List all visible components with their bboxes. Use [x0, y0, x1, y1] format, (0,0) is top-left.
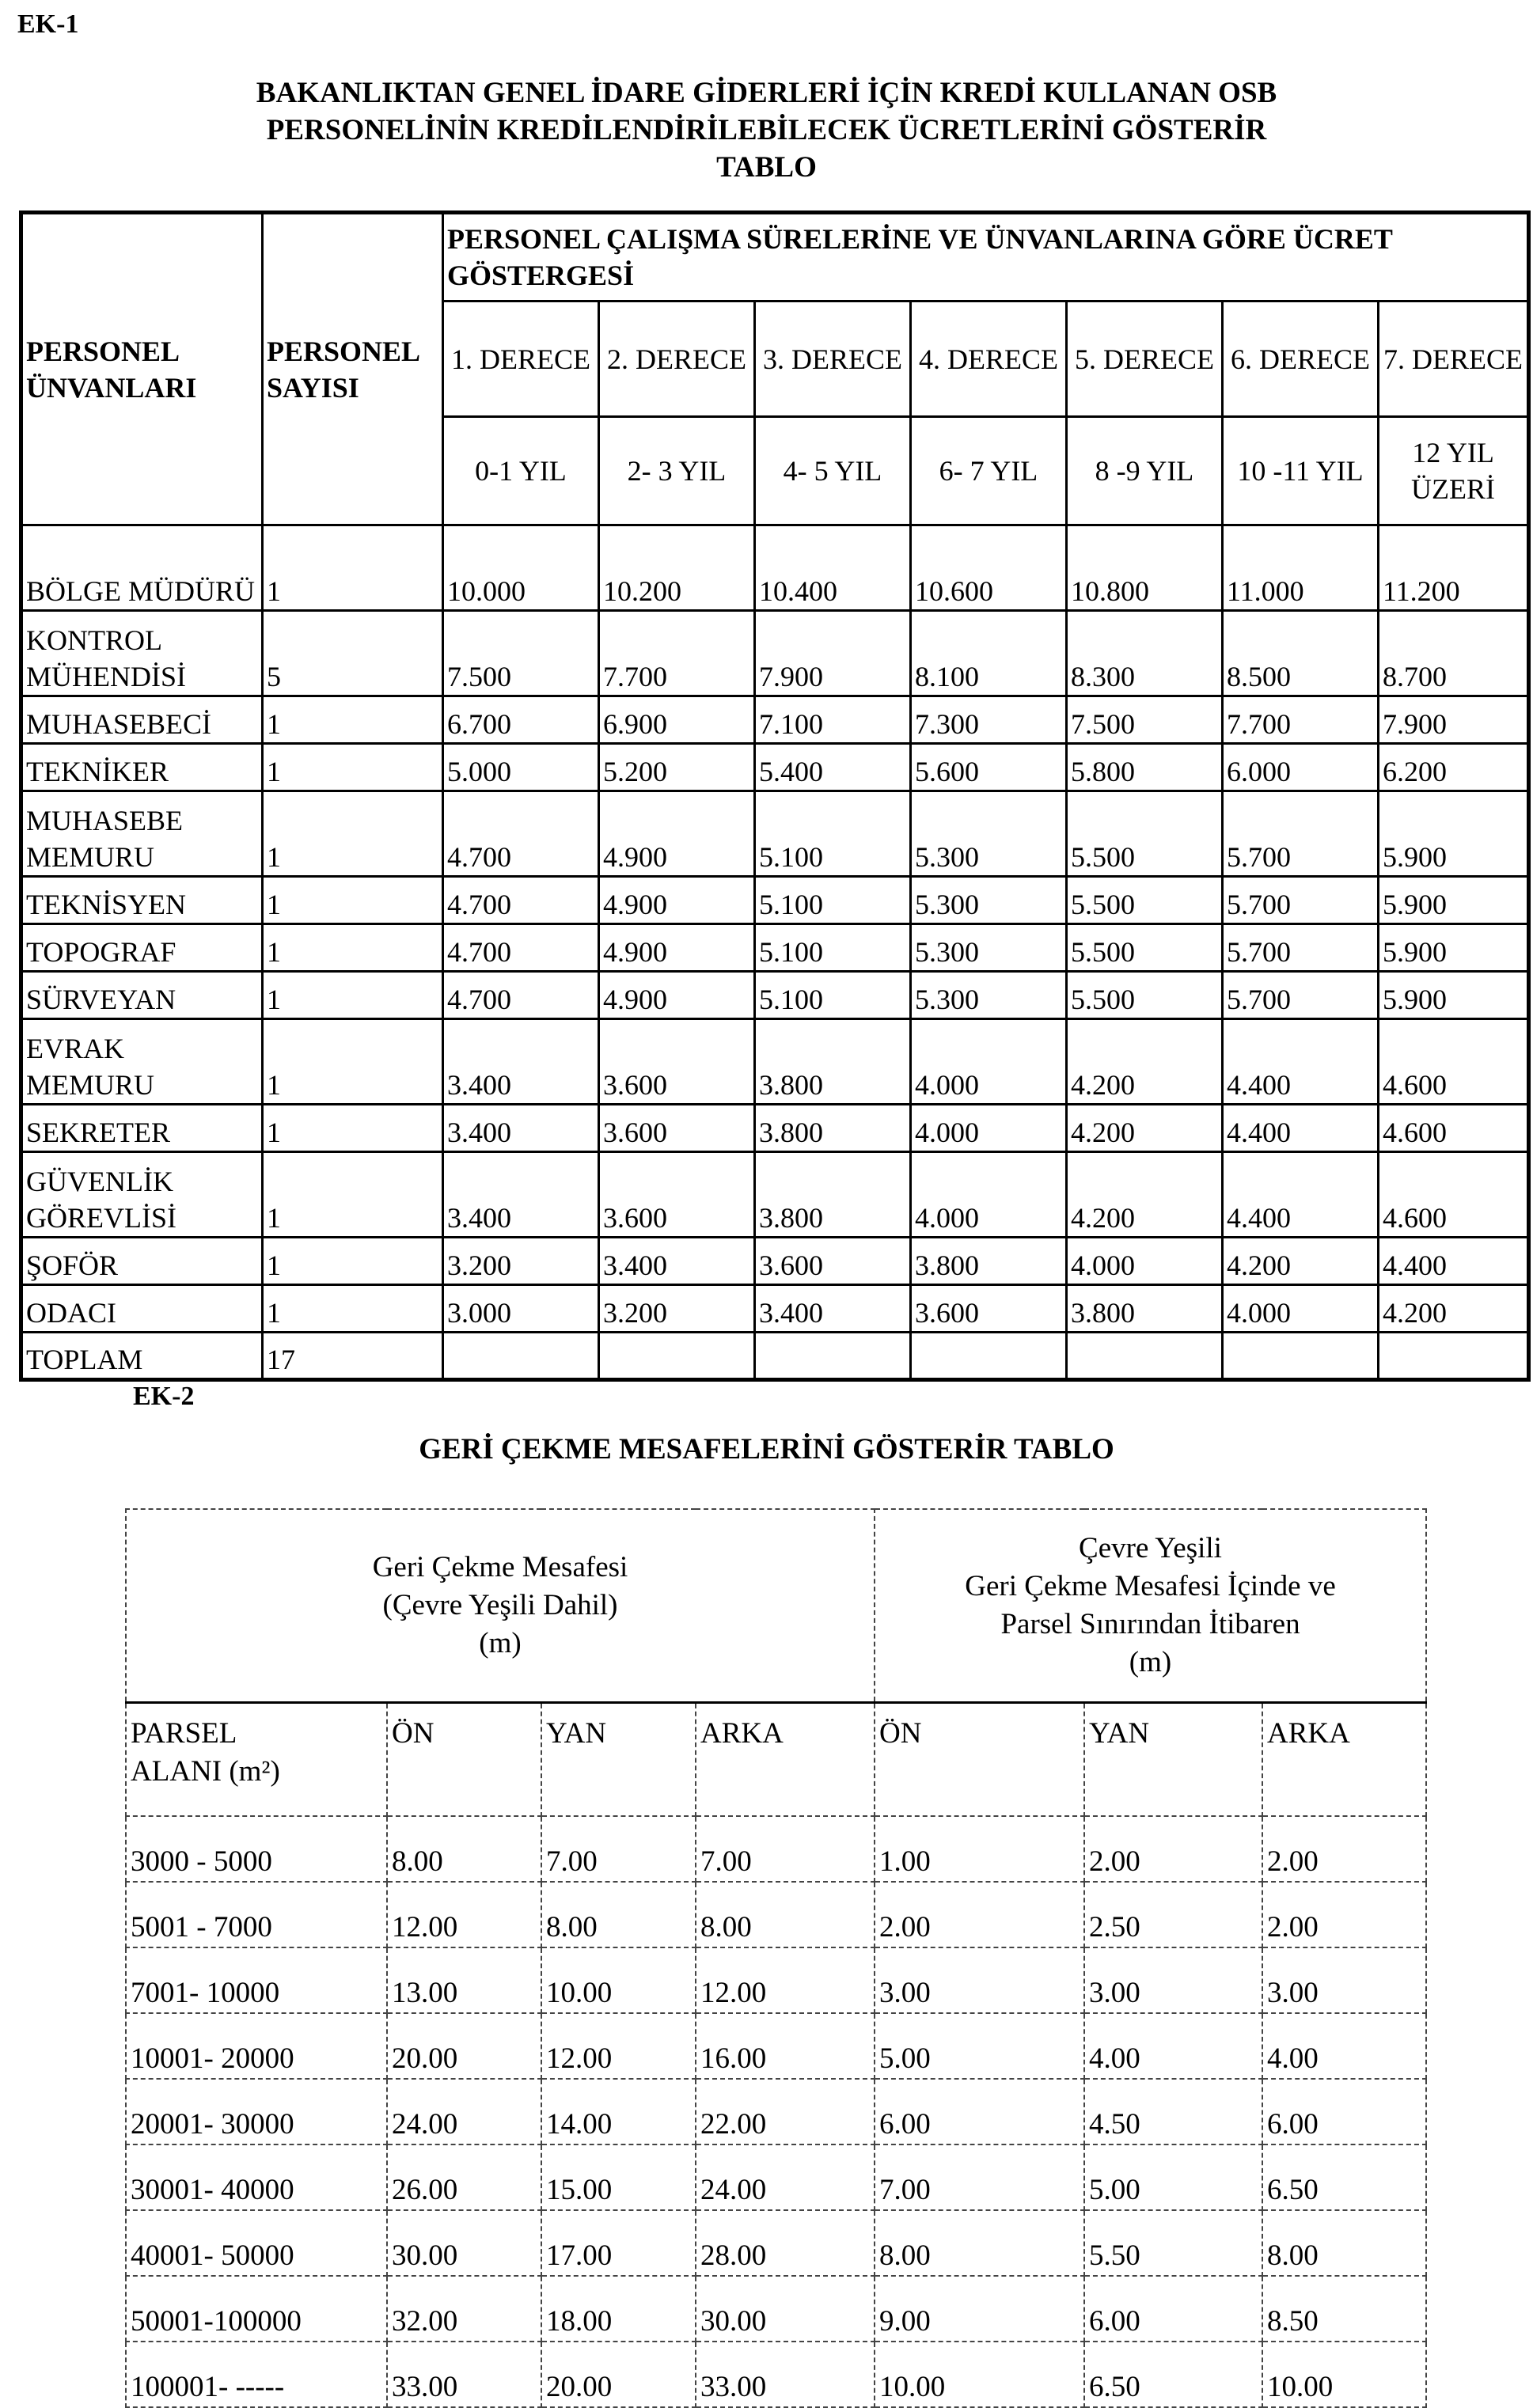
salary-value: 8.100 [911, 611, 1067, 696]
salary-value: 11.000 [1223, 525, 1379, 611]
salary-value: 6.700 [443, 696, 599, 744]
personnel-count: 1 [263, 696, 443, 744]
parsel-area: 100001- ----- [126, 2342, 387, 2407]
parsel-area: 40001- 50000 [126, 2210, 387, 2276]
table-row [126, 2276, 1426, 2342]
personnel-title: TEKNİKER [21, 744, 263, 791]
salary-value [1223, 1333, 1379, 1380]
salary-value: 5.000 [443, 744, 599, 791]
salary-value: 4.200 [1067, 1019, 1223, 1105]
personnel-title: TOPLAM [21, 1333, 263, 1380]
salary-value: 5.900 [1379, 972, 1529, 1019]
salary-value: 11.200 [1379, 525, 1529, 611]
salary-value: 7.900 [1379, 696, 1529, 744]
header-years: 0-1 YIL [443, 417, 599, 525]
green-group-line2: Geri Çekme Mesafesi İçinde ve [965, 1569, 1336, 1602]
table-row [126, 2210, 1426, 2276]
table-row [126, 2342, 1426, 2407]
table-row [126, 1882, 1426, 1947]
salary-value: 5.200 [599, 744, 755, 791]
setback-value: 8.00 [696, 1882, 875, 1947]
salary-value: 10.800 [1067, 525, 1223, 611]
salary-value: 6.000 [1223, 744, 1379, 791]
salary-value: 10.600 [911, 525, 1067, 611]
header-side: ARKA [696, 1702, 875, 1816]
salary-value: 3.400 [599, 1238, 755, 1285]
setback-value: 30.00 [696, 2276, 875, 2342]
salary-value: 10.400 [755, 525, 911, 611]
salary-value [599, 1333, 755, 1380]
header-side: ÖN [875, 1702, 1084, 1816]
personnel-count: 1 [263, 1105, 443, 1152]
salary-value: 4.400 [1223, 1152, 1379, 1238]
table-row [21, 611, 1529, 696]
table-row [126, 1816, 1426, 1882]
setback-value: 4.00 [1084, 2013, 1262, 2079]
table-row [21, 791, 1529, 877]
table-row [21, 924, 1529, 972]
salary-value: 4.200 [1379, 1285, 1529, 1333]
salary-value: 3.400 [443, 1019, 599, 1105]
header-personnel-count: PERSONEL SAYISI [263, 213, 443, 525]
header-personnel-titles: PERSONEL ÜNVANLARI [21, 213, 263, 525]
table-row [21, 525, 1529, 611]
salary-value: 3.600 [911, 1285, 1067, 1333]
table-row [126, 2144, 1426, 2210]
salary-value: 6.900 [599, 696, 755, 744]
personnel-title: GÜVENLİK GÖREVLİSİ [21, 1152, 263, 1238]
parsel-area: 5001 - 7000 [126, 1882, 387, 1947]
table-row [21, 1019, 1529, 1105]
header-degree: 2. DERECE [599, 301, 755, 417]
header-green-belt-group [875, 1509, 1426, 1702]
personnel-count: 1 [263, 525, 443, 611]
setback-value: 12.00 [541, 2013, 696, 2079]
personnel-count: 1 [263, 1285, 443, 1333]
salary-value: 4.400 [1223, 1105, 1379, 1152]
salary-value: 4.000 [911, 1105, 1067, 1152]
salary-value: 4.900 [599, 877, 755, 924]
parsel-area: 7001- 10000 [126, 1947, 387, 2013]
setback-value: 6.50 [1084, 2342, 1262, 2407]
personnel-title: EVRAK MEMURU [21, 1019, 263, 1105]
header-side: YAN [1084, 1702, 1262, 1816]
header-side: YAN [541, 1702, 696, 1816]
header-years: 12 YIL ÜZERİ [1379, 417, 1529, 525]
salary-value: 5.100 [755, 877, 911, 924]
header-years: 2- 3 YIL [599, 417, 755, 525]
parsel-area: 3000 - 5000 [126, 1816, 387, 1882]
salary-value: 4.700 [443, 791, 599, 877]
setback-value: 7.00 [541, 1816, 696, 1882]
salary-value: 4.900 [599, 924, 755, 972]
salary-value: 7.700 [1223, 696, 1379, 744]
personnel-title: SEKRETER [21, 1105, 263, 1152]
ek2-label: EK-2 [133, 1382, 195, 1411]
salary-value: 8.300 [1067, 611, 1223, 696]
salary-value: 3.600 [755, 1238, 911, 1285]
salary-value: 3.400 [443, 1105, 599, 1152]
setback-value: 1.00 [875, 1816, 1084, 1882]
setback-value: 17.00 [541, 2210, 696, 2276]
setback-value: 4.00 [1262, 2013, 1426, 2079]
salary-value: 7.300 [911, 696, 1067, 744]
personnel-count: 17 [263, 1333, 443, 1380]
ek1-title [0, 74, 1533, 186]
setback-value: 12.00 [387, 1882, 541, 1947]
salary-value: 3.600 [599, 1105, 755, 1152]
table-row [126, 1947, 1426, 2013]
salary-value: 10.000 [443, 525, 599, 611]
setback-value: 24.00 [696, 2144, 875, 2210]
ek1-title-line3: TABLO [716, 151, 817, 184]
setback-value: 33.00 [696, 2342, 875, 2407]
salary-value [1379, 1333, 1529, 1380]
salary-value: 5.300 [911, 972, 1067, 1019]
header-degree: 3. DERECE [755, 301, 911, 417]
personnel-title: ODACI [21, 1285, 263, 1333]
salary-value: 3.200 [599, 1285, 755, 1333]
salary-value: 4.200 [1067, 1152, 1223, 1238]
header-degree: 7. DERECE [1379, 301, 1529, 417]
parsel-area-line1: PARSEL [131, 1716, 237, 1750]
setback-value: 20.00 [387, 2013, 541, 2079]
salary-value: 5.300 [911, 791, 1067, 877]
salary-value: 5.900 [1379, 924, 1529, 972]
salary-value: 7.500 [443, 611, 599, 696]
personnel-title: KONTROL MÜHENDİSİ [21, 611, 263, 696]
header-salary-indicator: PERSONEL ÇALIŞMA SÜRELERİNE VE ÜNVANLARINA GÖRE ÜCRET GÖSTERGESİ [443, 213, 1529, 301]
setback-value: 7.00 [875, 2144, 1084, 2210]
salary-value: 3.800 [911, 1238, 1067, 1285]
setback-value: 5.50 [1084, 2210, 1262, 2276]
setback-value: 18.00 [541, 2276, 696, 2342]
setback-value: 15.00 [541, 2144, 696, 2210]
salary-value: 8.700 [1379, 611, 1529, 696]
personnel-count: 1 [263, 1152, 443, 1238]
header-setback-group [126, 1509, 875, 1702]
personnel-title: SÜRVEYAN [21, 972, 263, 1019]
header-degree: 6. DERECE [1223, 301, 1379, 417]
setback-value: 2.00 [1262, 1816, 1426, 1882]
salary-value: 5.500 [1067, 791, 1223, 877]
ek1-label: EK-1 [17, 9, 79, 39]
setback-value: 24.00 [387, 2079, 541, 2144]
setback-value: 2.50 [1084, 1882, 1262, 1947]
salary-value: 4.400 [1223, 1019, 1379, 1105]
salary-value: 4.700 [443, 972, 599, 1019]
parsel-area-line2: ALANI (m²) [131, 1754, 280, 1788]
salary-value: 4.600 [1379, 1019, 1529, 1105]
setback-group-line1: Geri Çekme Mesafesi [372, 1550, 628, 1583]
salary-value: 4.400 [1379, 1238, 1529, 1285]
personnel-count: 1 [263, 1238, 443, 1285]
setback-value: 8.00 [1262, 2210, 1426, 2276]
setback-value: 13.00 [387, 1947, 541, 2013]
salary-value: 5.700 [1223, 972, 1379, 1019]
salary-value: 7.700 [599, 611, 755, 696]
parsel-area: 30001- 40000 [126, 2144, 387, 2210]
salary-value [755, 1333, 911, 1380]
setback-value: 5.00 [1084, 2144, 1262, 2210]
salary-value [1067, 1333, 1223, 1380]
personnel-title: TOPOGRAF [21, 924, 263, 972]
setback-value: 28.00 [696, 2210, 875, 2276]
table-row [126, 2013, 1426, 2079]
setback-value: 6.00 [1262, 2079, 1426, 2144]
salary-value: 5.300 [911, 924, 1067, 972]
setback-value: 8.50 [1262, 2276, 1426, 2342]
salary-value: 3.800 [1067, 1285, 1223, 1333]
setback-value: 33.00 [387, 2342, 541, 2407]
ek1-salary-table [19, 210, 1531, 1382]
salary-value: 5.800 [1067, 744, 1223, 791]
salary-value: 4.000 [911, 1019, 1067, 1105]
table-row [21, 1238, 1529, 1285]
header-years: 4- 5 YIL [755, 417, 911, 525]
ek1-title-line2: PERSONELİNİN KREDİLENDİRİLEBİLECEK ÜCRETLERİNİ GÖSTERİR [266, 114, 1267, 146]
setback-value: 10.00 [1262, 2342, 1426, 2407]
setback-value: 10.00 [541, 1947, 696, 2013]
header-degree: 5. DERECE [1067, 301, 1223, 417]
parsel-area: 50001-100000 [126, 2276, 387, 2342]
setback-value: 8.00 [875, 2210, 1084, 2276]
salary-value: 3.000 [443, 1285, 599, 1333]
salary-value: 3.800 [755, 1019, 911, 1105]
table-row [21, 1285, 1529, 1333]
setback-value: 12.00 [696, 1947, 875, 2013]
table-row [21, 972, 1529, 1019]
salary-value: 4.200 [1067, 1105, 1223, 1152]
setback-value: 2.00 [875, 1882, 1084, 1947]
salary-value: 5.500 [1067, 972, 1223, 1019]
setback-value: 6.00 [1084, 2276, 1262, 2342]
header-side: ARKA [1262, 1702, 1426, 1816]
salary-value: 5.700 [1223, 791, 1379, 877]
salary-value [911, 1333, 1067, 1380]
salary-value: 3.600 [599, 1019, 755, 1105]
header-parsel-area [126, 1702, 387, 1816]
salary-value: 4.600 [1379, 1152, 1529, 1238]
salary-value: 4.000 [1223, 1285, 1379, 1333]
salary-value: 3.800 [755, 1105, 911, 1152]
table-row [21, 696, 1529, 744]
setback-value: 6.00 [875, 2079, 1084, 2144]
setback-value: 14.00 [541, 2079, 696, 2144]
personnel-count: 1 [263, 972, 443, 1019]
salary-value: 5.100 [755, 791, 911, 877]
personnel-count: 1 [263, 744, 443, 791]
salary-value: 5.400 [755, 744, 911, 791]
salary-value: 3.600 [599, 1152, 755, 1238]
salary-value: 3.800 [755, 1152, 911, 1238]
setback-group-line3: (m) [479, 1626, 522, 1659]
salary-value: 4.900 [599, 791, 755, 877]
setback-value: 10.00 [875, 2342, 1084, 2407]
salary-value: 5.100 [755, 972, 911, 1019]
setback-group-line2: (Çevre Yeşili Dahil) [382, 1588, 618, 1621]
table-row [21, 1333, 1529, 1380]
green-group-line4: (m) [1129, 1645, 1172, 1678]
setback-value: 20.00 [541, 2342, 696, 2407]
table-row [126, 2079, 1426, 2144]
salary-value: 5.500 [1067, 924, 1223, 972]
salary-value: 3.200 [443, 1238, 599, 1285]
personnel-count: 1 [263, 877, 443, 924]
table-row [21, 877, 1529, 924]
salary-value: 8.500 [1223, 611, 1379, 696]
setback-value: 4.50 [1084, 2079, 1262, 2144]
personnel-title: MUHASEBECİ [21, 696, 263, 744]
salary-value: 3.400 [443, 1152, 599, 1238]
personnel-count: 1 [263, 1019, 443, 1105]
setback-value: 3.00 [1262, 1947, 1426, 2013]
salary-value: 5.300 [911, 877, 1067, 924]
green-group-line3: Parsel Sınırından İtibaren [1000, 1607, 1300, 1640]
ek1-title-line1: BAKANLIKTAN GENEL İDARE GİDERLERİ İÇİN KREDİ KULLANAN OSB [256, 77, 1277, 109]
salary-value: 5.900 [1379, 877, 1529, 924]
personnel-count: 5 [263, 611, 443, 696]
salary-value: 4.000 [1067, 1238, 1223, 1285]
table-row [21, 744, 1529, 791]
salary-value: 5.500 [1067, 877, 1223, 924]
salary-value: 5.100 [755, 924, 911, 972]
setback-value: 9.00 [875, 2276, 1084, 2342]
salary-value: 5.600 [911, 744, 1067, 791]
setback-value: 8.00 [387, 1816, 541, 1882]
setback-value: 2.00 [1084, 1816, 1262, 1882]
ek2-setback-table [125, 1508, 1427, 2408]
salary-value: 7.900 [755, 611, 911, 696]
header-side: ÖN [387, 1702, 541, 1816]
setback-value: 30.00 [387, 2210, 541, 2276]
parsel-area: 10001- 20000 [126, 2013, 387, 2079]
setback-value: 26.00 [387, 2144, 541, 2210]
ek2-title: GERİ ÇEKME MESAFELERİNİ GÖSTERİR TABLO [419, 1433, 1114, 1466]
salary-value: 4.600 [1379, 1105, 1529, 1152]
setback-value: 3.00 [875, 1947, 1084, 2013]
green-group-line1: Çevre Yeşili [1079, 1531, 1222, 1564]
salary-value: 7.100 [755, 696, 911, 744]
setback-value: 7.00 [696, 1816, 875, 1882]
header-degree: 4. DERECE [911, 301, 1067, 417]
salary-value: 5.700 [1223, 924, 1379, 972]
salary-value: 4.200 [1223, 1238, 1379, 1285]
personnel-count: 1 [263, 791, 443, 877]
setback-value: 2.00 [1262, 1882, 1426, 1947]
setback-value: 32.00 [387, 2276, 541, 2342]
salary-value: 5.700 [1223, 877, 1379, 924]
personnel-title: ŞOFÖR [21, 1238, 263, 1285]
salary-value: 7.500 [1067, 696, 1223, 744]
salary-value: 4.900 [599, 972, 755, 1019]
header-years: 6- 7 YIL [911, 417, 1067, 525]
personnel-title: TEKNİSYEN [21, 877, 263, 924]
setback-value: 6.50 [1262, 2144, 1426, 2210]
header-years: 10 -11 YIL [1223, 417, 1379, 525]
setback-value: 8.00 [541, 1882, 696, 1947]
salary-value: 6.200 [1379, 744, 1529, 791]
salary-value: 3.400 [755, 1285, 911, 1333]
salary-value: 10.200 [599, 525, 755, 611]
header-degree: 1. DERECE [443, 301, 599, 417]
table-row [21, 1152, 1529, 1238]
setback-value: 22.00 [696, 2079, 875, 2144]
setback-value: 5.00 [875, 2013, 1084, 2079]
personnel-count: 1 [263, 924, 443, 972]
salary-value [443, 1333, 599, 1380]
parsel-area: 20001- 30000 [126, 2079, 387, 2144]
table-row [21, 1105, 1529, 1152]
personnel-title: BÖLGE MÜDÜRÜ [21, 525, 263, 611]
salary-value: 5.900 [1379, 791, 1529, 877]
setback-value: 16.00 [696, 2013, 875, 2079]
salary-value: 4.700 [443, 924, 599, 972]
salary-value: 4.000 [911, 1152, 1067, 1238]
header-years: 8 -9 YIL [1067, 417, 1223, 525]
personnel-title: MUHASEBE MEMURU [21, 791, 263, 877]
setback-value: 3.00 [1084, 1947, 1262, 2013]
salary-value: 4.700 [443, 877, 599, 924]
